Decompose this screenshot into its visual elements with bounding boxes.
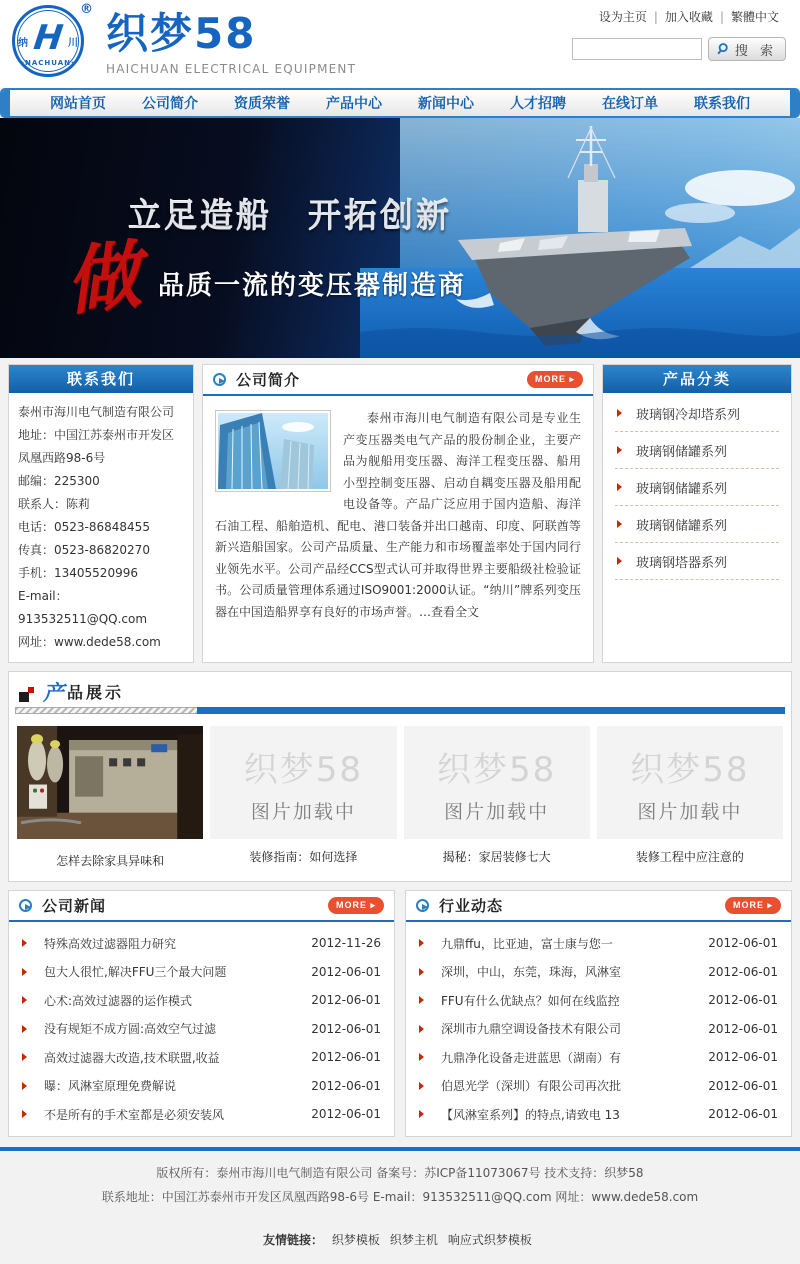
contact-line: 地址：中国江苏泰州市开发区凤凰西路98-6号 [18,428,175,465]
logo-char-right: 川 [68,38,78,49]
friendship-link[interactable]: 响应式织梦模板 [447,1232,532,1247]
logo-text [106,5,356,76]
news-date: 2012-06-01 [708,1078,778,1093]
about-panel-header [203,365,593,396]
category-panel-title: 产品分类 [603,365,791,393]
product-showcase-header [15,678,785,704]
category-item-label: 玻璃钢储罐系列 [636,444,728,460]
friendship-links-label: 友情链接： [263,1232,324,1247]
logo-char-left: 纳 [18,38,28,49]
news-date: 2012-06-01 [311,993,381,1008]
news-date: 2012-11-26 [311,936,381,951]
about-panel [202,364,594,663]
image-placeholder [210,726,396,839]
category-item[interactable] [615,506,779,543]
hero-banner[interactable] [0,118,800,358]
set-homepage-link[interactable]: 设为主页 [598,10,647,24]
nav-item[interactable]: 网站首页 [50,96,106,112]
nav-list [2,90,798,116]
contact-body [9,393,193,662]
footer-copyright [0,1151,800,1209]
category-item-label: 玻璃钢冷却塔系列 [636,407,741,423]
news-item [419,929,778,958]
placeholder-title: 织梦58 [436,749,557,790]
news-title-link[interactable]: 九鼎ffu，比亚迪，富士康与您一 [441,936,613,951]
arrow-bullet-icon [617,409,622,417]
banner-slogan-2: 做 品质一流的变压器制造商 [61,232,467,326]
product-title: 品展示 [67,683,125,702]
news-date: 2012-06-01 [708,1107,778,1122]
arrow-bullet-icon [22,1110,27,1118]
read-more-link[interactable]: …查看全文 [419,604,480,619]
placeholder-title: 织梦58 [243,749,363,790]
news-date: 2012-06-01 [708,993,778,1008]
play-circle-icon [416,899,429,912]
news-date: 2012-06-01 [708,1050,778,1065]
site-subtitle: HAICHUAN ELECTRICAL EQUIPMENT [106,62,357,76]
news-title-link[interactable]: 深圳市九鼎空调设备技术有限公司 [441,1022,622,1037]
blue-bar [197,707,785,714]
news-title-link[interactable]: 没有规矩不成方圆:高效空气过滤 [44,1022,217,1037]
category-item[interactable] [615,395,779,432]
nav-item[interactable]: 人才招聘 [510,96,566,112]
product-caption[interactable]: 装修工程中应注意的 [635,850,744,864]
logo-bottom-text: ·NACHUAN· [21,59,75,67]
arrow-bullet-icon [617,483,622,491]
search-button-label: 搜 索 [734,43,777,59]
product-title-accent: 产 [43,681,64,705]
news-item [22,1100,381,1129]
placeholder-title: 织梦58 [630,749,750,790]
site-footer [0,1147,800,1264]
news-columns [0,882,800,1137]
news-item [22,1043,381,1072]
header-right [572,8,786,61]
product-card[interactable] [210,726,396,869]
logo-badge-icon [12,2,93,77]
arrow-bullet-icon [617,446,622,454]
company-news-title: 公司新闻 [42,897,107,915]
news-date: 2012-06-01 [708,964,778,979]
company-news-list [9,922,394,1136]
contact-line: 联系人：陈莉 [18,497,91,511]
company-news-panel [8,890,395,1137]
product-cards [15,714,785,869]
nav-item[interactable]: 产品中心 [326,96,382,112]
about-text: 泰州市海川电气制造有限公司是专业生产变压器类电气产品的股份制企业，主要产品为舰船用变压器、海洋工程变压器、船用小型控制变压器、启动自耦变压器及船用配电设备等。产品广泛应用于国内造船、海洋石油工程、船舶造机、配电、港口装备并出口越南、印度、阿联酋等新兴造船国家。公司产品质量、生产能力和市场覆盖率处于国内同行业领先水平。公司产品经CCS型式认可并取得世界主要船级社检验证书。公司质量管理体系通过ISO9001:2000认证。“纳川”牌系列变压器在中国造船界享有良好的市场声誉。 [215,411,581,619]
contact-panel [8,364,194,663]
industry-news-header [406,891,791,922]
news-title-link[interactable]: 特殊高效过滤器阻力研究 [44,936,177,951]
company-news-header [9,891,394,922]
contact-panel-title: 联系我们 [9,365,193,393]
topbar-links [572,8,786,25]
news-item [22,1072,381,1101]
placeholder-subtitle: 图片加载中 [444,800,550,823]
nav-item[interactable]: 资质荣誉 [234,96,290,112]
banner-slogan-1: 立足造船 开拓创新 [128,196,452,235]
news-title-link[interactable]: 不是所有的手术室都是必须安装风 [44,1107,225,1122]
news-item [419,1072,778,1101]
product-divider [15,707,785,714]
site-header [0,0,800,88]
contact-company: 泰州市海川电气制造有限公司 [18,405,175,419]
news-item [419,958,778,987]
news-item [22,1015,381,1044]
arrow-bullet-icon [617,557,622,565]
news-date: 2012-06-01 [708,1021,778,1036]
industry-news-list [406,922,791,1136]
category-item[interactable] [615,469,779,506]
product-category-panel [602,364,792,663]
news-title-link[interactable]: 包大人很忙,解决FFU三个最大问题 [44,965,227,980]
about-panel-title: 公司简介 [236,371,301,389]
news-item [419,1100,778,1129]
carrier-ship-image [340,118,800,358]
news-date: 2012-06-01 [311,964,381,979]
friendship-link[interactable]: 织梦主机 [389,1232,438,1247]
category-item[interactable] [615,543,779,580]
arrow-bullet-icon [419,1025,424,1033]
arrow-bullet-icon [419,1110,424,1118]
about-body [203,396,593,662]
product-caption[interactable]: 怎样去除家具异味和 [56,854,165,868]
contact-line: 网址：www.dede58.com [18,635,161,649]
contact-line: 联系地址：中国江苏泰州市开发区凤凰西路98-6号 E-mail：913532511@QQ.com 网址：www.dede58.com [101,1189,699,1204]
news-date: 2012-06-01 [311,1107,381,1122]
placeholder-subtitle: 图片加载中 [250,800,356,823]
traditional-chinese-link[interactable]: 繁體中文 [730,10,779,24]
arrow-bullet-icon [419,996,424,1004]
category-item-label: 玻璃钢储罐系列 [636,518,728,534]
news-item [419,1043,778,1072]
arrow-bullet-icon [22,939,27,947]
news-title-link[interactable]: FFU有什么优缺点？如何在线监控 [441,993,620,1008]
news-title-link[interactable]: 伯恩光学（深圳）有限公司再次批 [441,1079,622,1094]
product-card[interactable] [597,726,783,869]
arrow-bullet-icon [22,996,27,1004]
placeholder-subtitle: 图片加载中 [637,800,743,823]
friendship-links [0,1209,800,1264]
arrow-bullet-icon [419,1082,424,1090]
contact-line: E-mail：913532511@QQ.com [18,589,148,626]
company-news-more-button[interactable]: MORE ▸ [328,897,384,914]
news-title-link[interactable]: 【风淋室系列】的特点,请致电 13 [441,1107,620,1122]
search-button[interactable] [708,37,786,61]
news-item [22,986,381,1015]
industry-news-more-button[interactable]: MORE ▸ [725,897,781,914]
news-item [22,958,381,987]
arrow-bullet-icon [617,520,622,528]
news-title-link[interactable]: 高效过滤器大改造,技术联盟,收益 [44,1050,220,1065]
site-title: 织梦58 [106,9,257,58]
arrow-bullet-icon [419,939,424,947]
news-item [22,929,381,958]
nav-item[interactable]: 在线订单 [602,96,658,112]
banner-calligraphy-char: 做 [61,232,145,326]
news-title-link[interactable]: 曝：风淋室原理免费解说 [44,1079,177,1094]
nav-item[interactable]: 新闻中心 [418,96,474,112]
nav-item[interactable]: 公司简介 [142,96,198,112]
add-favorite-link[interactable]: 加入收藏 [664,10,713,24]
main-columns [0,358,800,663]
squares-icon [19,687,34,702]
arrow-bullet-icon [22,1082,27,1090]
friendship-link[interactable]: 织梦模板 [331,1232,380,1247]
image-placeholder [404,726,590,839]
search-icon [717,42,731,56]
play-circle-icon [213,373,226,386]
arrow-bullet-icon [22,968,27,976]
company-logo[interactable] [12,2,357,77]
separator: | [719,10,724,24]
separator: | [653,10,658,24]
category-item-label: 玻璃钢塔器系列 [636,555,728,571]
product-card[interactable] [17,726,203,869]
buildings-photo[interactable] [215,410,331,492]
contact-line: 手机：13405520996 [18,566,138,580]
product-caption[interactable]: 装修指南：如何选择 [249,850,358,864]
registered-mark: ® [80,2,93,17]
arrow-bullet-icon [419,1053,424,1061]
news-title-link[interactable]: 深圳，中山，东莞，珠海，风淋室 [441,965,622,980]
search-input[interactable] [572,38,702,60]
product-card[interactable] [404,726,590,869]
contact-line: 传真：0523-86820270 [18,543,150,557]
copyright-line: 版权所有：泰州市海川电气制造有限公司 备案号：苏ICP备11073067号 技术支持：织梦58 [156,1165,644,1180]
industry-news-title: 行业动态 [439,897,504,915]
industry-news-panel [405,890,792,1137]
contact-line: 电话：0523-86848455 [18,520,150,534]
search-bar [572,37,786,61]
category-list [603,393,791,582]
image-placeholder [597,726,783,839]
hatch-stripe [15,707,197,714]
arrow-bullet-icon [22,1053,27,1061]
play-circle-icon [19,899,32,912]
news-date: 2012-06-01 [708,936,778,951]
news-date: 2012-06-01 [311,1078,381,1093]
arrow-bullet-icon [419,968,424,976]
news-title-link[interactable]: 心术:高效过滤器的运作模式 [44,993,193,1008]
news-date: 2012-06-01 [311,1021,381,1036]
category-item[interactable] [615,432,779,469]
equipment-photo [17,726,203,839]
logo-monogram: H [27,17,69,58]
contact-lines [18,424,184,654]
news-date: 2012-06-01 [311,1050,381,1065]
about-more-button[interactable]: MORE ▸ [527,371,583,388]
arrow-bullet-icon [22,1025,27,1033]
main-nav [0,88,800,118]
news-item [419,986,778,1015]
category-item-label: 玻璃钢储罐系列 [636,481,728,497]
news-item [419,1015,778,1044]
contact-line: 邮编：225300 [18,474,100,488]
product-caption[interactable]: 揭秘：家居装修七大 [442,850,551,864]
news-title-link[interactable]: 九鼎净化设备走进蓝思（湖南）有 [441,1050,622,1065]
friendship-links-list [327,1233,537,1247]
nav-item[interactable]: 联系我们 [694,96,750,112]
product-showcase-section [8,671,792,882]
